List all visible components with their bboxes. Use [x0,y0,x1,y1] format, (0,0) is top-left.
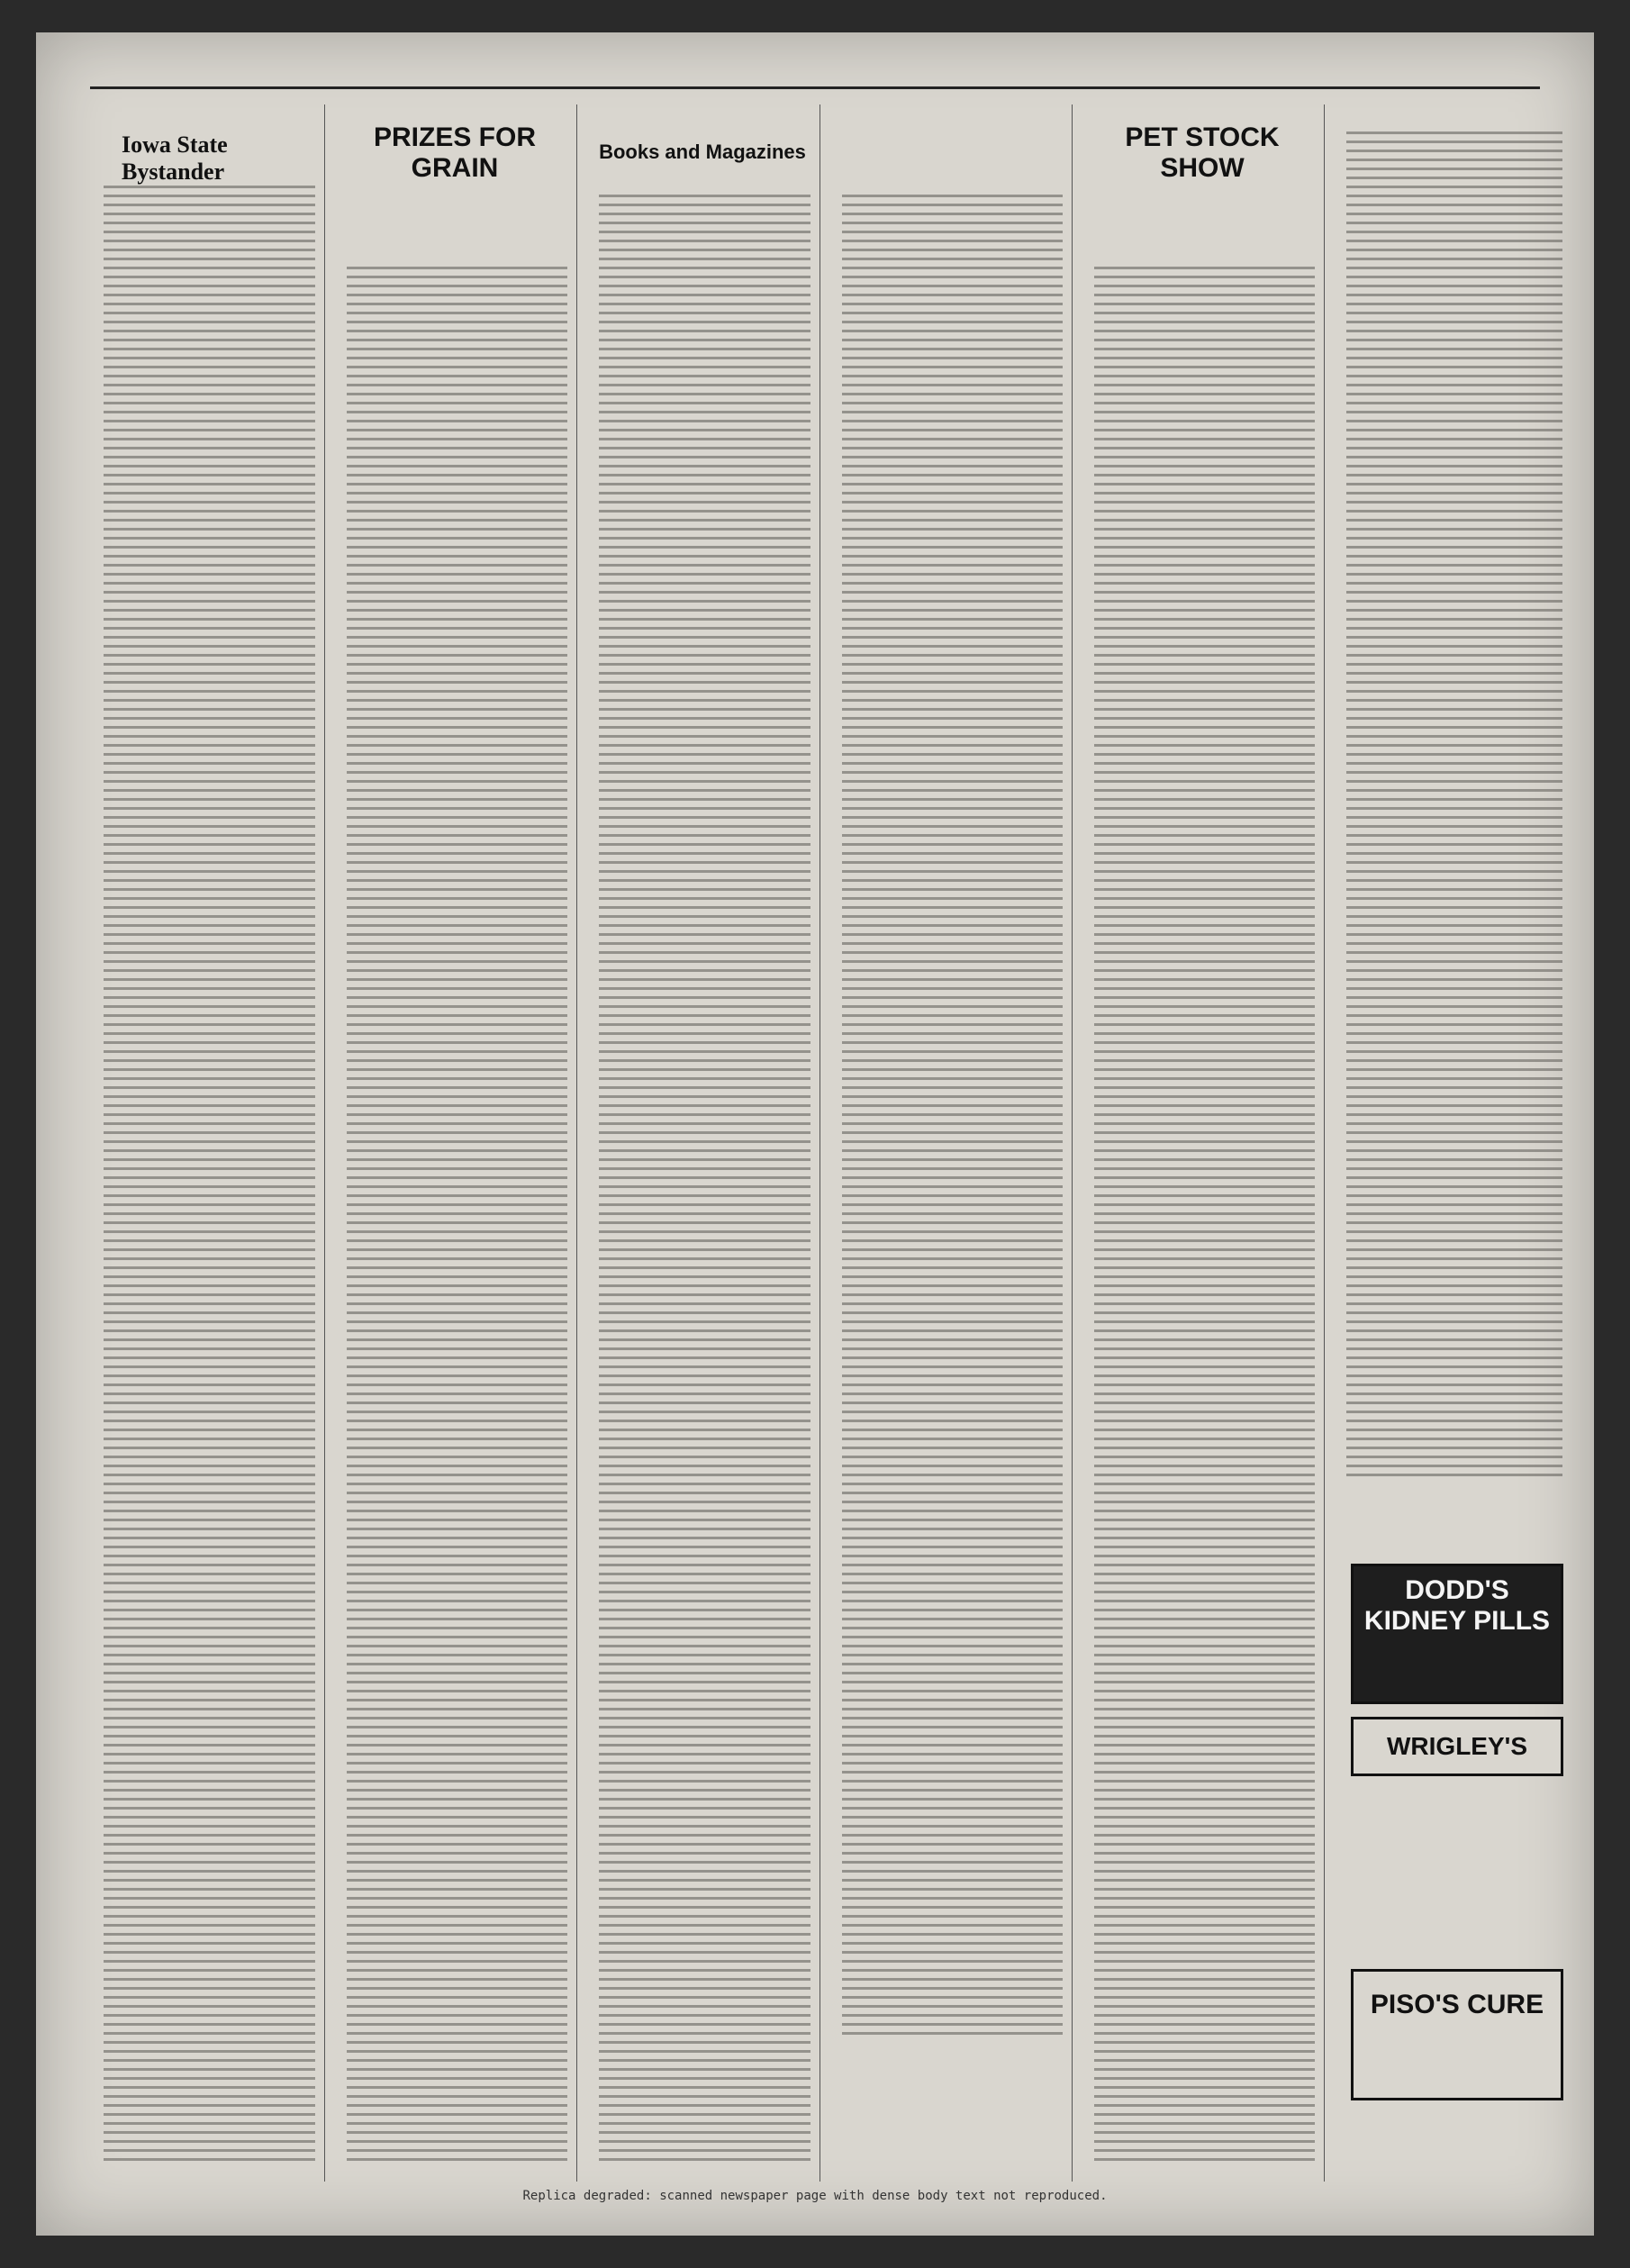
degraded-note: Replica degraded: scanned newspaper page with dense body text not reproduced. [522,2189,1108,2203]
text-col-1 [104,186,315,2167]
headline-grain: PRIZES FOR GRAIN [373,122,536,183]
ad-kidney-pills: DODD'S KIDNEY PILLS [1351,1564,1563,1704]
headline-books: Books and Magazines [599,141,806,163]
masthead: Iowa State Bystander [122,132,228,185]
top-rule [90,86,1540,89]
text-col-4 [842,195,1063,2041]
text-col-5 [1094,267,1315,2167]
text-col-2 [347,267,567,2167]
ad-wrigleys: WRIGLEY'S [1351,1717,1563,1776]
newspaper-page [36,32,1594,2236]
ad-pisos-cure: PISO'S CURE [1351,1969,1563,2100]
text-col-6 [1346,132,1562,1483]
headline-pet-stock: PET STOCK SHOW [1125,122,1280,183]
text-col-3 [599,195,810,2167]
